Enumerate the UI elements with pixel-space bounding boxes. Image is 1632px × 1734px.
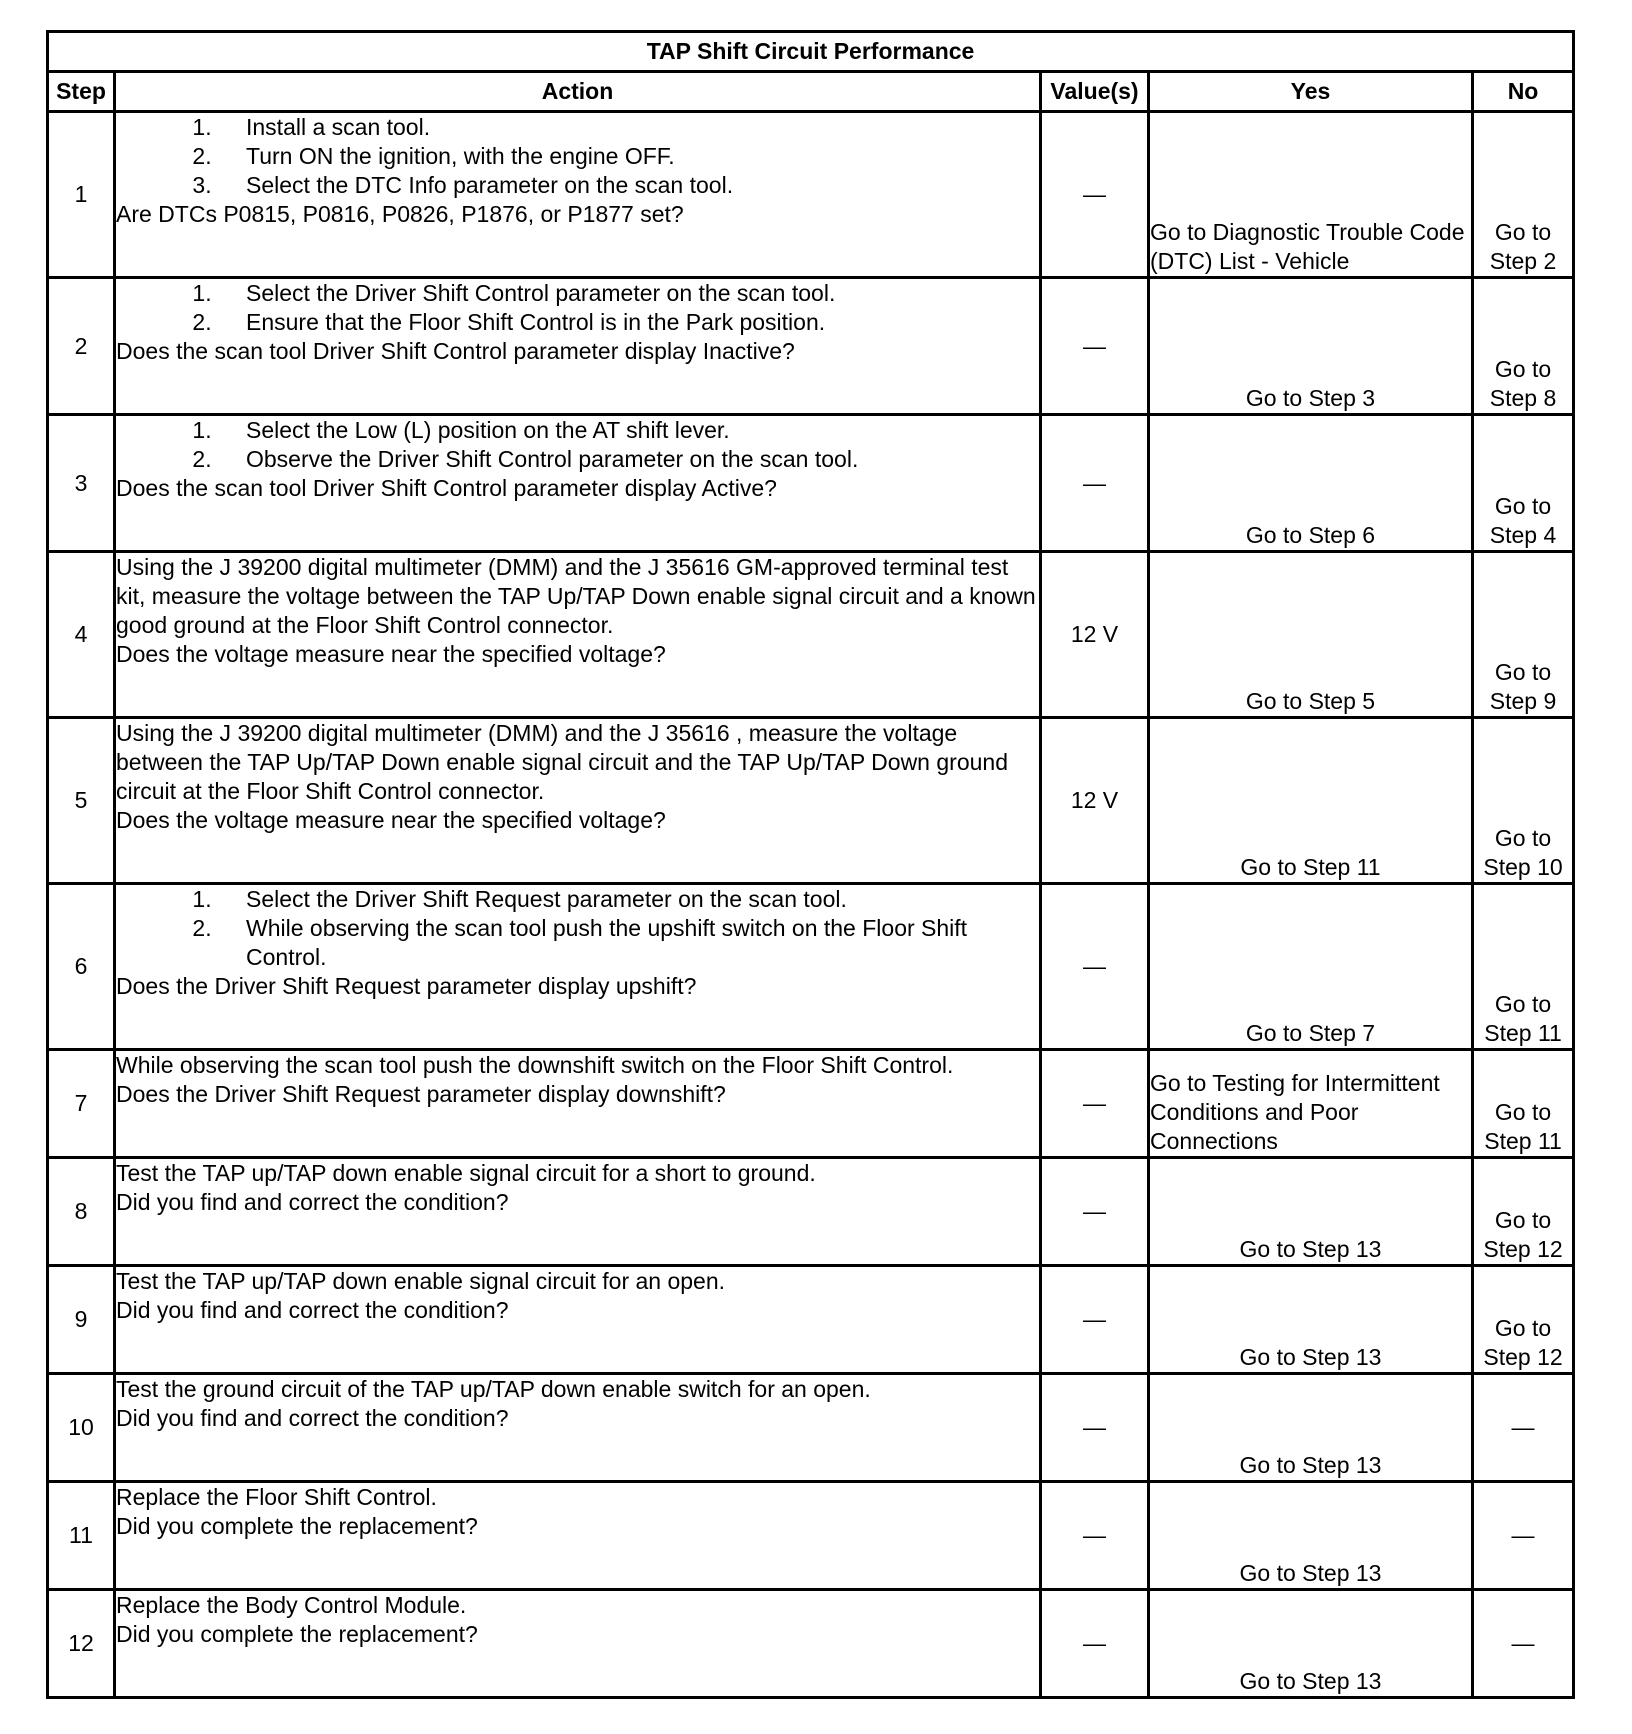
instruction: Using the J 39200 digital multimeter (DMM) and the J 35616 GM-approved terminal test kit, measure the voltage between the TAP Up/TAP Down enable signal circuit and a known good ground at the Floor Shift Control connector. [116, 554, 1036, 638]
header-row [48, 72, 1574, 112]
action-cell [115, 718, 1041, 884]
table-row [48, 415, 1574, 552]
procedure-list [116, 113, 1039, 200]
header-values: Value(s) [1041, 72, 1149, 112]
action-cell [115, 1590, 1041, 1698]
instruction: Test the TAP up/TAP down enable signal circuit for a short to ground. [116, 1160, 816, 1186]
diagnostic-table [46, 30, 1575, 1699]
question: Did you complete the replacement? [116, 1513, 478, 1539]
instruction: Using the J 39200 digital multimeter (DMM) and the J 35616 , measure the voltage between the TAP Up/TAP Down enable signal circuit and the TAP Up/TAP Down ground circuit at the Floor Shift Control connector. [116, 720, 1008, 804]
value-cell: — [1041, 884, 1149, 1050]
no-cell: Go to Step 8 [1473, 278, 1574, 415]
step-number: 5 [48, 718, 115, 884]
value-cell: 12 V [1041, 718, 1149, 884]
procedure-list [116, 279, 1039, 337]
no-cell: — [1473, 1482, 1574, 1590]
value-cell: — [1041, 1374, 1149, 1482]
instruction: Test the TAP up/TAP down enable signal circuit for an open. [116, 1268, 726, 1294]
yes-cell: Go to Step 13 [1149, 1374, 1473, 1482]
value-cell: — [1041, 1050, 1149, 1158]
question: Did you find and correct the condition? [116, 1189, 509, 1215]
step-number: 12 [48, 1590, 115, 1698]
step-number: 3 [48, 415, 115, 552]
procedure-step: 3. Select the DTC Info parameter on the scan tool. [218, 171, 1039, 200]
procedure-step: 1. Select the Low (L) position on the AT shift lever. [218, 416, 1039, 445]
yes-cell: Go to Testing for Intermittent Conditions and Poor Connections [1149, 1050, 1473, 1158]
no-cell: — [1473, 1590, 1574, 1698]
action-cell [115, 1374, 1041, 1482]
question: Does the voltage measure near the specified voltage? [116, 641, 666, 667]
procedure-step: 2. While observing the scan tool push the upshift switch on the Floor Shift Control. [218, 914, 1039, 972]
value-cell: — [1041, 415, 1149, 552]
step-number: 1 [48, 112, 115, 278]
yes-cell: Go to Step 7 [1149, 884, 1473, 1050]
action-cell [115, 884, 1041, 1050]
question: Does the scan tool Driver Shift Control parameter display Inactive? [116, 338, 795, 364]
question: Does the voltage measure near the specified voltage? [116, 807, 666, 833]
yes-cell: Go to Step 5 [1149, 552, 1473, 718]
table-row [48, 884, 1574, 1050]
question: Did you find and correct the condition? [116, 1297, 509, 1323]
procedure-step: 1. Select the Driver Shift Control parameter on the scan tool. [218, 279, 1039, 308]
question: Did you complete the replacement? [116, 1621, 478, 1647]
value-cell: 12 V [1041, 552, 1149, 718]
header-action: Action [115, 72, 1041, 112]
question: Did you find and correct the condition? [116, 1405, 509, 1431]
procedure-step: 2. Observe the Driver Shift Control parameter on the scan tool. [218, 445, 1039, 474]
yes-cell: Go to Step 13 [1149, 1158, 1473, 1266]
yes-cell: Go to Step 13 [1149, 1590, 1473, 1698]
value-cell: — [1041, 112, 1149, 278]
question: Are DTCs P0815, P0816, P0826, P1876, or P1877 set? [116, 201, 684, 227]
step-number: 4 [48, 552, 115, 718]
step-number: 6 [48, 884, 115, 1050]
table-row [48, 1590, 1574, 1698]
no-cell: Go to Step 12 [1473, 1266, 1574, 1374]
question: Does the scan tool Driver Shift Control parameter display Active? [116, 475, 777, 501]
instruction: Test the ground circuit of the TAP up/TAP down enable switch for an open. [116, 1376, 871, 1402]
action-cell [115, 1050, 1041, 1158]
action-cell [115, 112, 1041, 278]
question: Does the Driver Shift Request parameter display downshift? [116, 1081, 726, 1107]
table-row [48, 1374, 1574, 1482]
header-step: Step [48, 72, 115, 112]
no-cell: Go to Step 4 [1473, 415, 1574, 552]
action-cell [115, 1158, 1041, 1266]
yes-cell: Go to Step 6 [1149, 415, 1473, 552]
no-cell: — [1473, 1374, 1574, 1482]
instruction: While observing the scan tool push the downshift switch on the Floor Shift Control. [116, 1052, 954, 1078]
step-number: 2 [48, 278, 115, 415]
step-number: 9 [48, 1266, 115, 1374]
action-cell [115, 1482, 1041, 1590]
table-row [48, 1482, 1574, 1590]
table-row [48, 112, 1574, 278]
procedure-step: 2. Ensure that the Floor Shift Control is in the Park position. [218, 308, 1039, 337]
procedure-step: 1. Select the Driver Shift Request parameter on the scan tool. [218, 885, 1039, 914]
value-cell: — [1041, 1266, 1149, 1374]
procedure-list [116, 416, 1039, 474]
action-cell [115, 552, 1041, 718]
no-cell: Go to Step 11 [1473, 884, 1574, 1050]
question: Does the Driver Shift Request parameter display upshift? [116, 973, 697, 999]
table-title: TAP Shift Circuit Performance [48, 32, 1574, 72]
procedure-list [116, 885, 1039, 972]
no-cell: Go to Step 12 [1473, 1158, 1574, 1266]
no-cell: Go to Step 9 [1473, 552, 1574, 718]
value-cell: — [1041, 1590, 1149, 1698]
value-cell: — [1041, 1158, 1149, 1266]
table-row [48, 1266, 1574, 1374]
step-number: 7 [48, 1050, 115, 1158]
header-no: No [1473, 72, 1574, 112]
step-number: 10 [48, 1374, 115, 1482]
yes-cell: Go to Step 3 [1149, 278, 1473, 415]
table-row [48, 552, 1574, 718]
yes-cell: Go to Step 13 [1149, 1482, 1473, 1590]
value-cell: — [1041, 1482, 1149, 1590]
step-number: 8 [48, 1158, 115, 1266]
table-row [48, 1158, 1574, 1266]
header-yes: Yes [1149, 72, 1473, 112]
value-cell: — [1041, 278, 1149, 415]
action-cell [115, 278, 1041, 415]
yes-cell: Go to Step 11 [1149, 718, 1473, 884]
yes-cell: Go to Diagnostic Trouble Code (DTC) List - Vehicle [1149, 112, 1473, 278]
no-cell: Go to Step 2 [1473, 112, 1574, 278]
no-cell: Go to Step 10 [1473, 718, 1574, 884]
table-row [48, 718, 1574, 884]
action-cell [115, 415, 1041, 552]
action-cell [115, 1266, 1041, 1374]
instruction: Replace the Body Control Module. [116, 1592, 467, 1618]
yes-cell: Go to Step 13 [1149, 1266, 1473, 1374]
no-cell: Go to Step 11 [1473, 1050, 1574, 1158]
step-number: 11 [48, 1482, 115, 1590]
instruction: Replace the Floor Shift Control. [116, 1484, 437, 1510]
table-row [48, 278, 1574, 415]
procedure-step: 2. Turn ON the ignition, with the engine OFF. [218, 142, 1039, 171]
table-row [48, 1050, 1574, 1158]
procedure-step: 1. Install a scan tool. [218, 113, 1039, 142]
